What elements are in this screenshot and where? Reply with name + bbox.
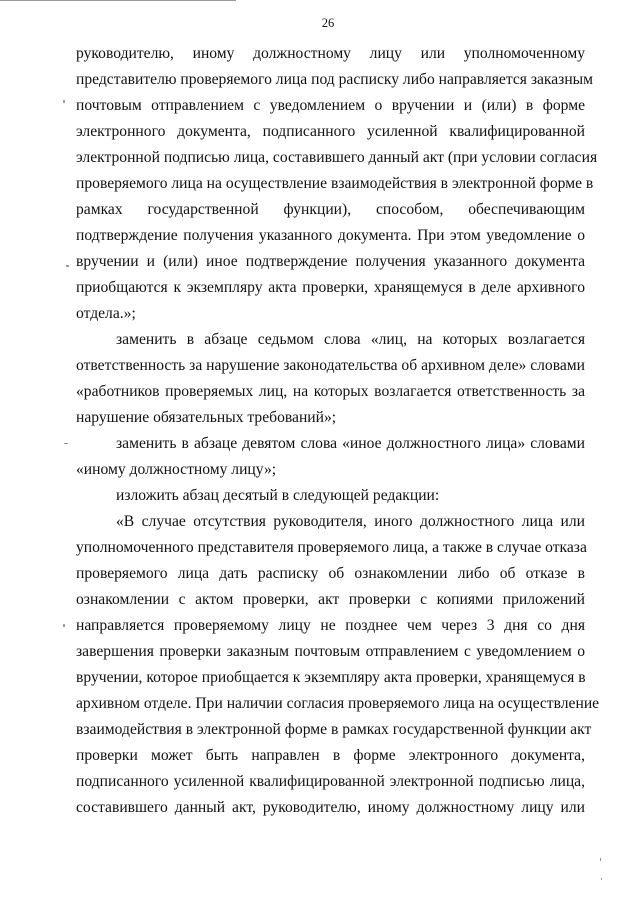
text-line: вручении и (или) иное подтверждение получения указанного документа — [76, 253, 585, 270]
text-line: почтовым отправлением с уведомлением о вручении и (или) в форме — [76, 97, 585, 114]
page-number: 26 — [321, 16, 335, 30]
scan-speck — [63, 624, 65, 627]
text-line: рамках государственной функции), способом, обеспечивающим — [76, 201, 585, 218]
text-line: проверяемого лица дать расписку об ознакомлении либо об отказе в — [76, 565, 585, 582]
text-line: проверки может быть направлен в форме электронного документа, — [76, 747, 585, 764]
text-line: направляется проверяемому лицу не позднее чем через 3 дня со дня — [76, 617, 585, 634]
text-line: руководителю, иному должностному лицу или уполномоченному — [76, 45, 585, 62]
text-line: завершения проверки заказным почтовым отправлением с уведомлением о — [76, 643, 585, 660]
text-line: электронной подписью лица, составившего данный акт (при условии согласия — [76, 149, 598, 166]
text-line: составившего данный акт, руководителю, иному должностному лицу или — [76, 799, 585, 816]
text-line: архивном отделе. При наличии согласия проверяемого лица на осуществление — [76, 695, 600, 712]
document-body — [76, 41, 600, 821]
text-line: нарушение обязательных требований»; — [76, 409, 337, 426]
scan-speck — [63, 100, 65, 103]
text-line: заменить в абзаце девятом слова «иное должностного лица» словами — [116, 435, 585, 452]
text-line: подтверждение получения указанного документа. При этом уведомление о — [76, 227, 585, 244]
text-line: электронного документа, подписанного усиленной квалифицированной — [76, 123, 585, 140]
scan-edge-line — [0, 0, 236, 1]
text-line: проверяемого лица на осуществление взаимодействия в электронной форме в — [76, 175, 594, 192]
text-line: «работников проверяемых лиц, на которых возлагается ответственность за — [76, 383, 585, 400]
text-line: взаимодействия в электронной форме в рамках государственной функции акт — [76, 721, 592, 738]
text-line: «иному должностному лицу»; — [76, 461, 277, 478]
text-line: заменить в абзаце седьмом слова «лиц, на которых возлагается — [116, 331, 585, 348]
text-line: представителю проверяемого лица под расписку либо направляется заказным — [76, 71, 594, 88]
text-line: подписанного усиленной квалифицированной электронной подписью лица, — [76, 773, 585, 790]
scan-speck — [66, 265, 69, 267]
text-line: ответственность за нарушение законодательства об архивном деле» словами — [76, 357, 585, 374]
scan-speck — [601, 878, 602, 880]
text-line: приобщаются к экземпляру акта проверки, хранящемуся в деле архивного — [76, 279, 585, 296]
scan-speck — [600, 858, 601, 861]
scan-speck — [64, 443, 68, 444]
text-line: вручении, которое приобщается к экземпляру акта проверки, хранящемуся в — [76, 669, 586, 686]
text-line: ознакомлении с актом проверки, акт проверки с копиями приложений — [76, 591, 585, 608]
text-line: уполномоченного представителя проверяемого лица, а также в случае отказа — [76, 539, 587, 556]
text-line: «В случае отсутствия руководителя, иного должностного лица или — [116, 513, 585, 530]
text-line: отдела.»; — [76, 305, 136, 322]
text-line: изложить абзац десятый в следующей редакции: — [116, 487, 440, 504]
